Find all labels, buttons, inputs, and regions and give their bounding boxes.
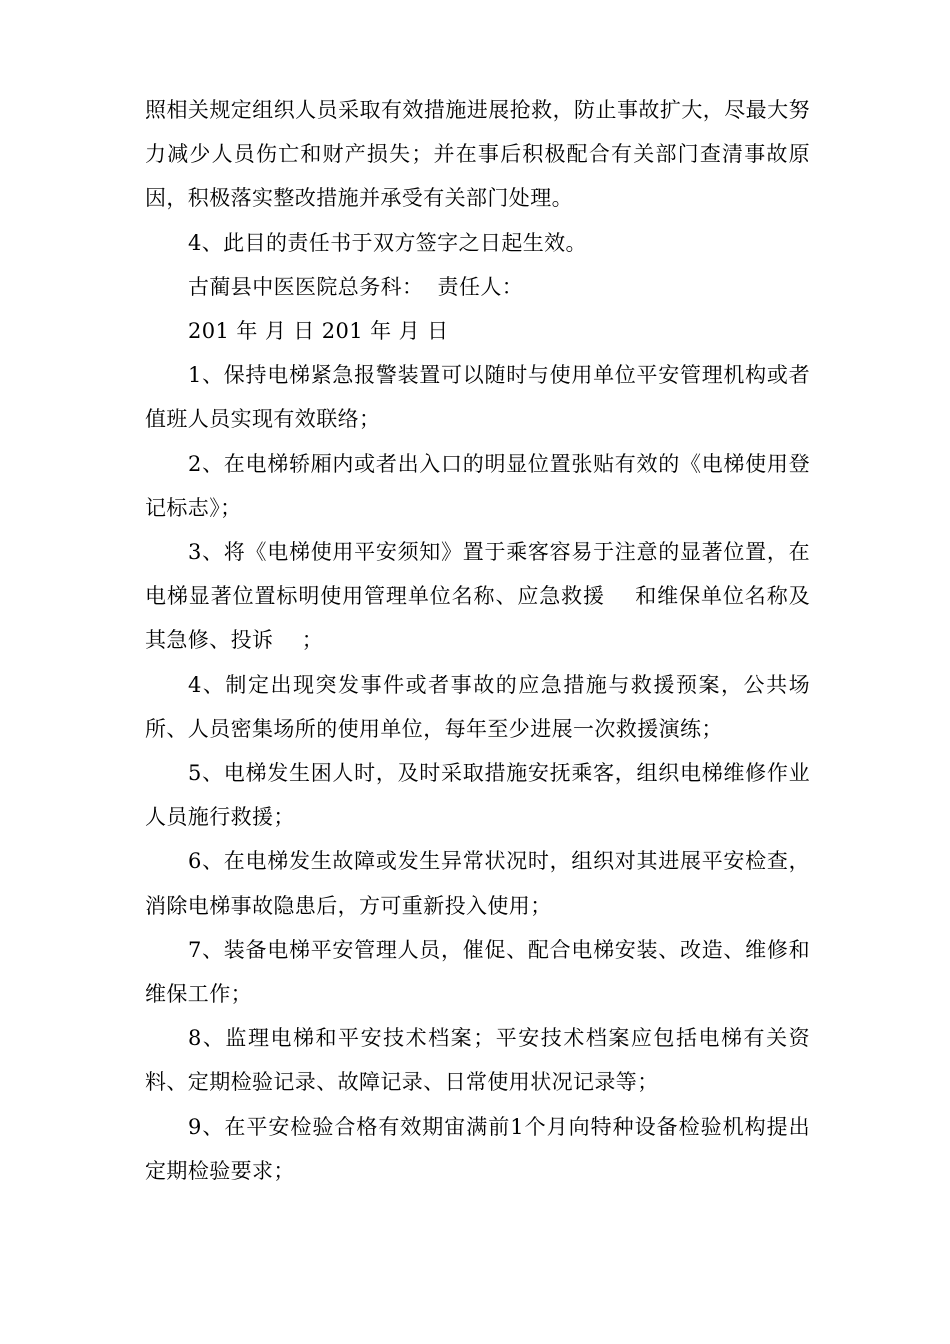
paragraph-item-7: 7、装备电梯平安管理人员，催促、配合电梯安装、改造、维修和维保工作； (145, 937, 810, 1007)
paragraph-item-3: 3、将《电梯使用平安须知》置于乘客容易于注意的显著位置，在电梯显著位置标明使用管理单位名称、应急救援 和维保单位名称及其急修、投诉 ； (145, 540, 810, 653)
paragraph-continuation: 照相关规定组织人员采取有效措施进展抢救，防止事故扩大，尽最大努力减少人员伤亡和财产损失；并在事后积极配合有关部门查清事故原因，积极落实整改措施并承受有关部门处理。 (145, 98, 810, 211)
paragraph-item-1: 1、保持电梯紧急报警装置可以随时与使用单位平安管理机构或者值班人员实现有效联络； (145, 363, 810, 432)
paragraph-item-5: 5、电梯发生困人时，及时采取措施安抚乘客，组织电梯维修作业人员施行救援； (145, 761, 810, 830)
paragraph-item-9: 9、在平安检验合格有效期宙满前1个月向特种设备检验机构提出定期检验要求； (145, 1114, 810, 1183)
paragraph-item-6: 6、在电梯发生故障或发生异常状况时，组织对其进展平安检查，消除电梯事故隐患后，方可重新投入使用； (145, 849, 810, 918)
paragraph-item-8: 8、监理电梯和平安技术档案；平安技术档案应包括电梯有关资料、定期检验记录、故障记录、日常使用状况记录等； (145, 1026, 810, 1095)
date-line: 201 年 月 日 201 年 月 日 (188, 319, 449, 344)
paragraph-item-2: 2、在电梯轿厢内或者出入口的明显位置张贴有效的《电梯使用登记标志》； (145, 451, 810, 520)
paragraph-item-4: 4、制定出现突发事件或者事故的应急措施与救援预案，公共场所、人员密集场所的使用单位，每年至少进展一次救援演练； (145, 672, 810, 741)
paragraph-clause-4-effective: 4、此目的责任书于双方签字之日起生效。 (188, 230, 587, 255)
document-body (145, 88, 810, 1193)
signature-line: 古蔺县中医医院总务科： 责任人： (188, 274, 524, 299)
